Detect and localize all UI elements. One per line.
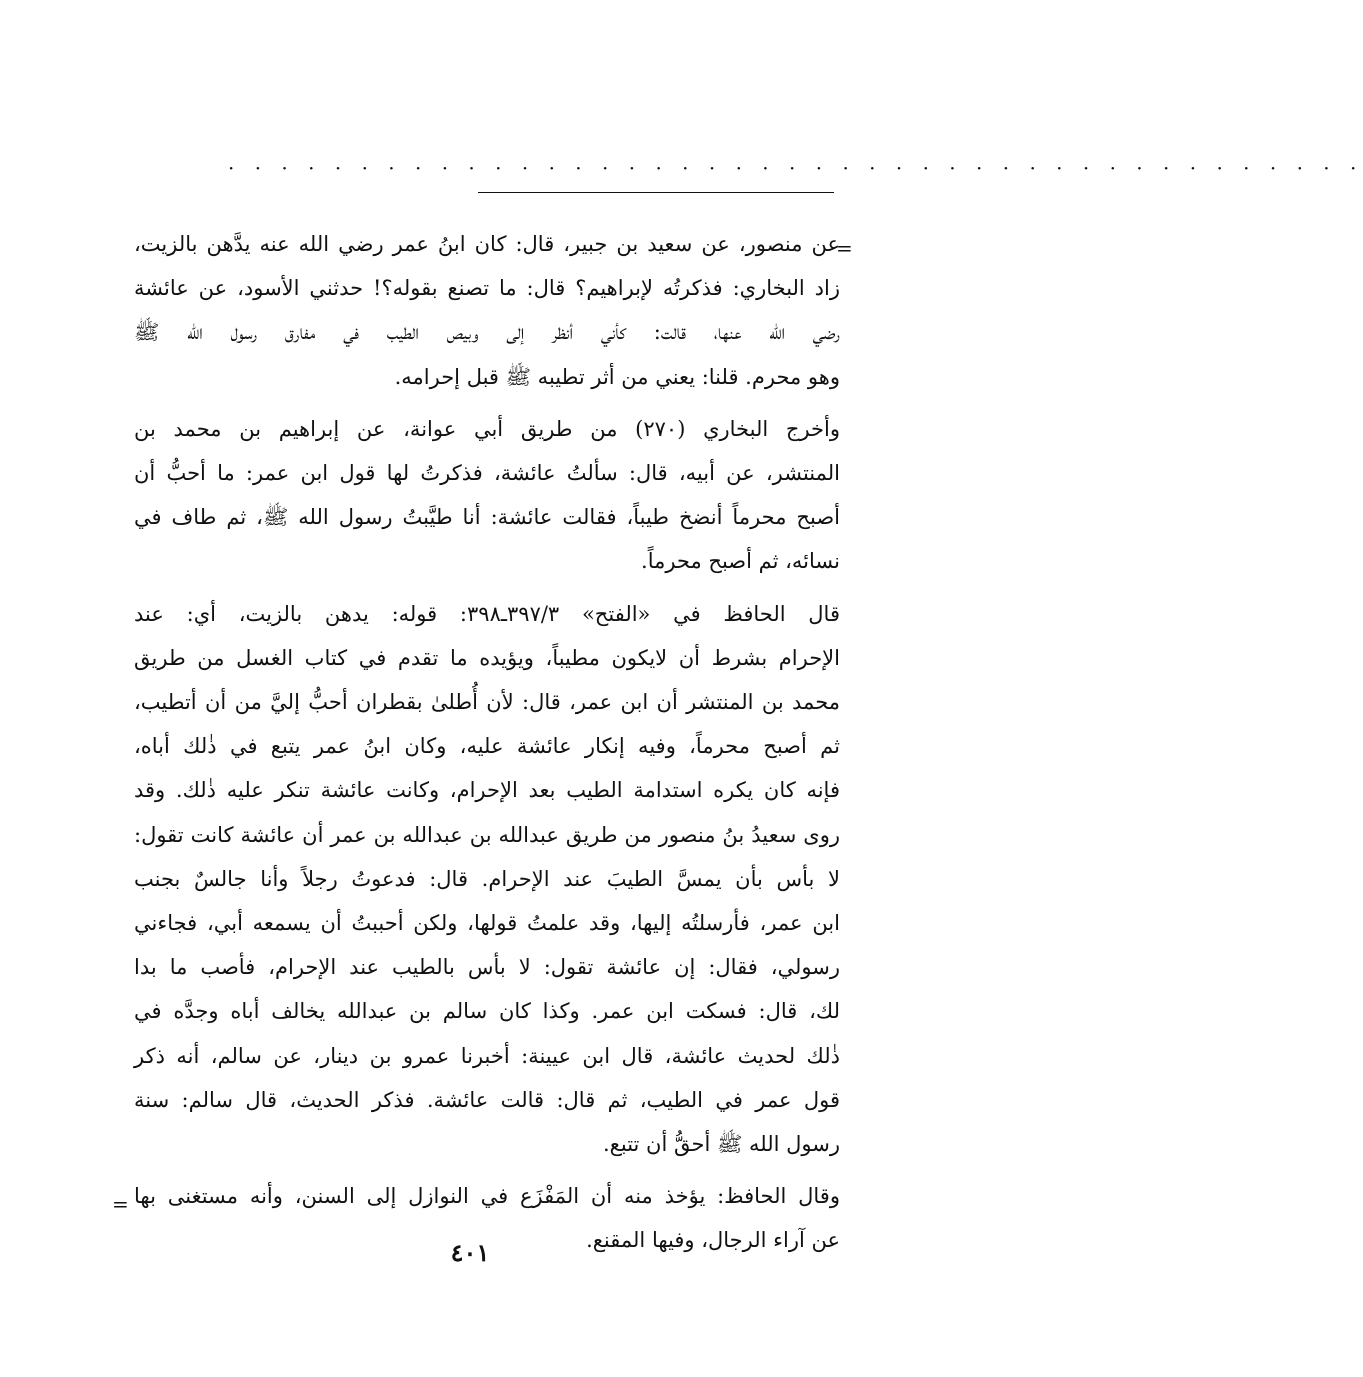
footnote-separator-rule (478, 192, 834, 193)
footnote-text-body (134, 222, 840, 1263)
paragraph-2 (134, 407, 840, 584)
text-line: رسولي، فقال: إن عائشة تقول: لا بأس بالطيب عند الإحرام، فأصب ما بدا (134, 955, 840, 980)
text-line: رضي الله عنها، قالت: كأني أنظر إلى وبيص الطيب في مفارق رسول الله ﷺ (134, 320, 840, 345)
paragraph-1 (134, 222, 840, 399)
text-line: نسائه، ثم أصبح محرماً. (641, 549, 840, 574)
text-line: عن منصور، عن سعيد بن جبير، قال: كان ابنُ عمر رضي الله عنه يدَّهن بالزيت، (134, 232, 840, 256)
text-line: ابن عمر، فأرسلتُه إليها، وقد علمتُ قولها، ولكن أحببتُ أن يسمعه أبي، فجاءني (134, 911, 840, 936)
text-line: محمد بن المنتشر أن ابن عمر، قال: لأن أُطلىٰ بقطران أحبُّ إليَّ من أن أتطيب، (134, 690, 840, 715)
continuation-marker-start: = (836, 236, 853, 260)
text-line: وأخرج البخاري (٢٧٠) من طريق أبي عوانة، عن إبراهيم بن محمد بن (134, 416, 840, 441)
text-line: قول عمر في الطيب، ثم قال: قالت عائشة. فذكر الحديث، قال سالم: سنة (134, 1087, 840, 1112)
text-line: رسول الله ﷺ أحقُّ أن تتبع. (603, 1132, 840, 1157)
text-line: وهو محرم. قلنا: يعني من أثر تطيبه ﷺ قبل إحرامه. (394, 364, 840, 389)
text-line: وقال الحافظ: يؤخذ منه أن المَفْزَع في النوازل إلى السنن، وأنه مستغنى بها (134, 1184, 840, 1209)
text-line: زاد البخاري: فذكرتُه لإبراهيم؟ قال: ما تصنع بقوله؟! حدثني الأسود، عن عائشة (134, 276, 840, 301)
text-line: المنتشر، عن أبيه، قال: سألتُ عائشة، فذكرتُ لها قول ابن عمر: ما أحبُّ أن (134, 461, 840, 486)
continuation-marker-end: = (112, 1192, 129, 1216)
paragraph-3 (134, 592, 840, 1167)
text-line: ثم أصبح محرماً، وفيه إنكار عائشة عليه، وكان ابنُ عمر يتبع في ذٰلك أباه، (134, 734, 840, 759)
text-line: ذٰلك لحديث عائشة، قال ابن عيينة: أخبرنا عمرو بن دينار، عن سالم، أنه ذكر (134, 1043, 840, 1068)
page-number: ٤٠١ (450, 1238, 490, 1267)
text-line: عن آراء الرجال، وفيها المقنع. (586, 1228, 840, 1253)
decorative-dot-line: · · · · · · · · · · · · · · · · · · · · · · · · · · · · · · · · · · · · · · · · · · · (228, 156, 1363, 180)
text-line: أصبح محرماً أنضخ طيباً، فقالت عائشة: أنا طيَّبتُ رسول الله ﷺ، ثم طاف في (134, 505, 840, 530)
text-line: فإنه كان يكره استدامة الطيب بعد الإحرام، وكانت عائشة تنكر عليه ذٰلك. وقد (134, 778, 840, 803)
text-line: قال الحافظ في «الفتح» ٣٩٧/٣ـ٣٩٨: قوله: يدهن بالزيت، أي: عند (134, 601, 840, 626)
text-line: لا بأس بأن يمسَّ الطيبَ عند الإحرام. قال: فدعوتُ رجلاً وأنا جالسٌ بجنب (134, 866, 840, 891)
text-line: الإحرام بشرط أن لايكون مطيباً، ويؤيده ما تقدم في كتاب الغسل من طريق (134, 645, 840, 670)
text-line: لك، قال: فسكت ابن عمر. وكذا كان سالم بن عبدالله يخالف أباه وجدَّه في (134, 999, 840, 1024)
text-line: روى سعيدُ بنُ منصور من طريق عبدالله بن عبدالله بن عمر أن عائشة كانت تقول: (134, 822, 840, 847)
